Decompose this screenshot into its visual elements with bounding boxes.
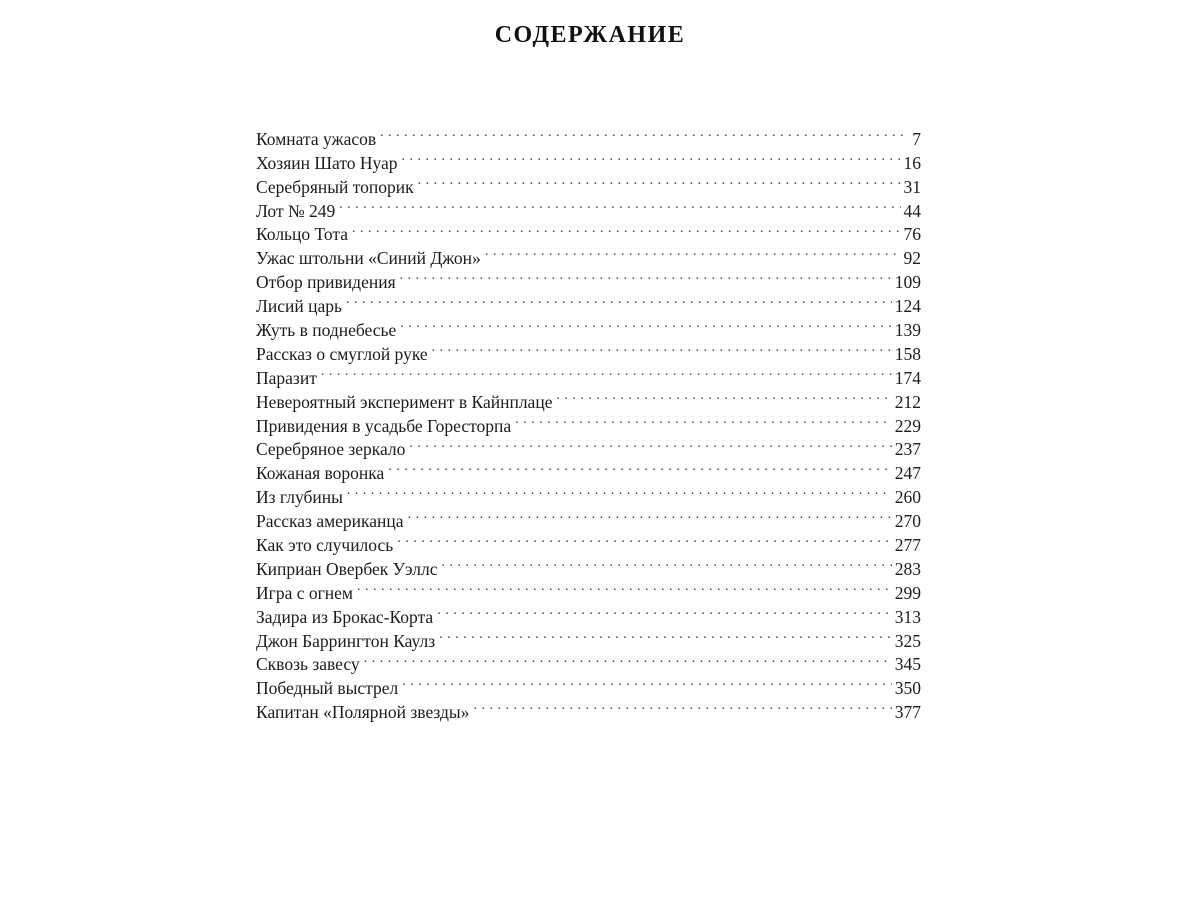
toc-entry-page-number: 16 (903, 152, 921, 173)
toc-dot-leader (400, 312, 891, 336)
toc-entry-title: Как это случилось (256, 535, 394, 556)
toc-entry (256, 360, 921, 388)
toc-entry-page-number: 44 (903, 200, 921, 221)
toc-entry-title: Джон Баррингтон Каулз (256, 630, 436, 651)
toc-dot-leader (515, 408, 892, 432)
toc-entry (256, 240, 921, 269)
toc-entry-page-number: 76 (903, 224, 921, 245)
toc-dot-leader (346, 288, 892, 312)
toc-entry-title: Капитан «Полярной звезды» (256, 702, 470, 723)
toc-entry-page-number: 237 (894, 439, 921, 460)
toc-entry-page-number: 109 (894, 272, 921, 293)
toc-dot-leader (388, 455, 891, 479)
toc-entry-title: Рассказ о смуглой руке (256, 343, 428, 364)
toc-entry (256, 384, 921, 412)
toc-dot-leader (352, 217, 900, 241)
toc-entry-page-number: 260 (894, 487, 921, 508)
toc-entry-page-number: 325 (894, 630, 921, 651)
toc-dot-leader (321, 360, 892, 384)
toc-dot-leader (357, 575, 892, 599)
toc-entry (256, 479, 921, 508)
toc-entry-title: Лот № 249 (256, 200, 336, 221)
toc-dot-leader (408, 503, 892, 527)
toc-dot-leader (437, 599, 892, 623)
toc-entry-page-number: 229 (894, 415, 921, 436)
toc-entry-title: Победный выстрел (256, 678, 399, 699)
toc-entry-title: Паразит (256, 367, 317, 388)
toc-entry-page-number: 124 (894, 296, 921, 317)
toc-dot-leader (380, 121, 909, 145)
toc-dot-leader (441, 551, 891, 575)
toc-entry-title: Серебряный топорик (256, 176, 414, 197)
toc-dot-leader (473, 694, 891, 718)
toc-entry-page-number: 31 (903, 176, 921, 197)
toc-entry-page-number: 313 (894, 606, 921, 627)
table-of-contents (256, 121, 921, 723)
toc-entry (256, 503, 921, 532)
toc-entry-title: Хозяин Шато Нуар (256, 152, 398, 173)
toc-entry-page-number: 350 (894, 678, 921, 699)
toc-entry-page-number: 270 (894, 511, 921, 532)
toc-entry-title: Из глубины (256, 487, 343, 508)
toc-dot-leader (485, 240, 901, 264)
toc-entry-page-number: 174 (894, 367, 921, 388)
toc-entry-title: Невероятный эксперимент в Кайнплаце (256, 391, 553, 412)
toc-entry-title: Серебряное зеркало (256, 439, 406, 460)
toc-entry-page-number: 299 (894, 582, 921, 603)
toc-entry (256, 217, 921, 245)
toc-entry-title: Игра с огнем (256, 582, 353, 603)
toc-entry-page-number: 7 (912, 128, 921, 149)
toc-entry-page-number: 345 (894, 654, 921, 675)
toc-entry (256, 121, 921, 149)
toc-dot-leader (439, 623, 892, 647)
page-title: СОДЕРЖАНИЕ (494, 22, 686, 48)
toc-entry-title: Лисий царь (256, 296, 342, 317)
toc-dot-leader (409, 432, 891, 456)
toc-entry-title: Кожаная воронка (256, 463, 385, 484)
toc-dot-leader (400, 264, 892, 288)
toc-dot-leader (418, 169, 901, 193)
toc-entry-title: Рассказ американца (256, 511, 404, 532)
toc-entry-page-number: 212 (894, 391, 921, 412)
toc-entry-title: Ужас штольни «Синий Джон» (256, 248, 481, 269)
toc-entry-page-number: 92 (903, 248, 921, 269)
toc-entry-title: Кольцо Тота (256, 224, 349, 245)
toc-entry-title: Киприан Овербек Уэллс (256, 558, 438, 579)
toc-entry-title: Задира из Брокас-Корта (256, 606, 434, 627)
toc-entry (256, 193, 921, 221)
toc-dot-leader (432, 336, 892, 360)
toc-entry-page-number: 377 (894, 702, 921, 723)
toc-dot-leader (397, 527, 892, 551)
toc-entry-page-number: 158 (894, 343, 921, 364)
toc-entry-title: Отбор привидения (256, 272, 396, 293)
toc-entry-page-number: 283 (894, 558, 921, 579)
toc-dot-leader (339, 193, 900, 217)
toc-dot-leader (402, 145, 901, 169)
toc-entry-title: Жуть в поднебесье (256, 320, 397, 341)
toc-dot-leader (364, 647, 892, 671)
toc-entry-title: Комната ужасов (256, 128, 377, 149)
toc-dot-leader (556, 384, 891, 408)
toc-dot-leader (402, 670, 891, 694)
toc-entry-page-number: 277 (894, 535, 921, 556)
toc-entry-title: Сквозь завесу (256, 654, 360, 675)
toc-entry-page-number: 139 (894, 320, 921, 341)
toc-dot-leader (347, 479, 892, 503)
toc-entry (256, 288, 921, 317)
toc-entry-title: Привидения в усадьбе Горесторпа (256, 415, 512, 436)
toc-entry-page-number: 247 (894, 463, 921, 484)
toc-entry (256, 312, 921, 341)
